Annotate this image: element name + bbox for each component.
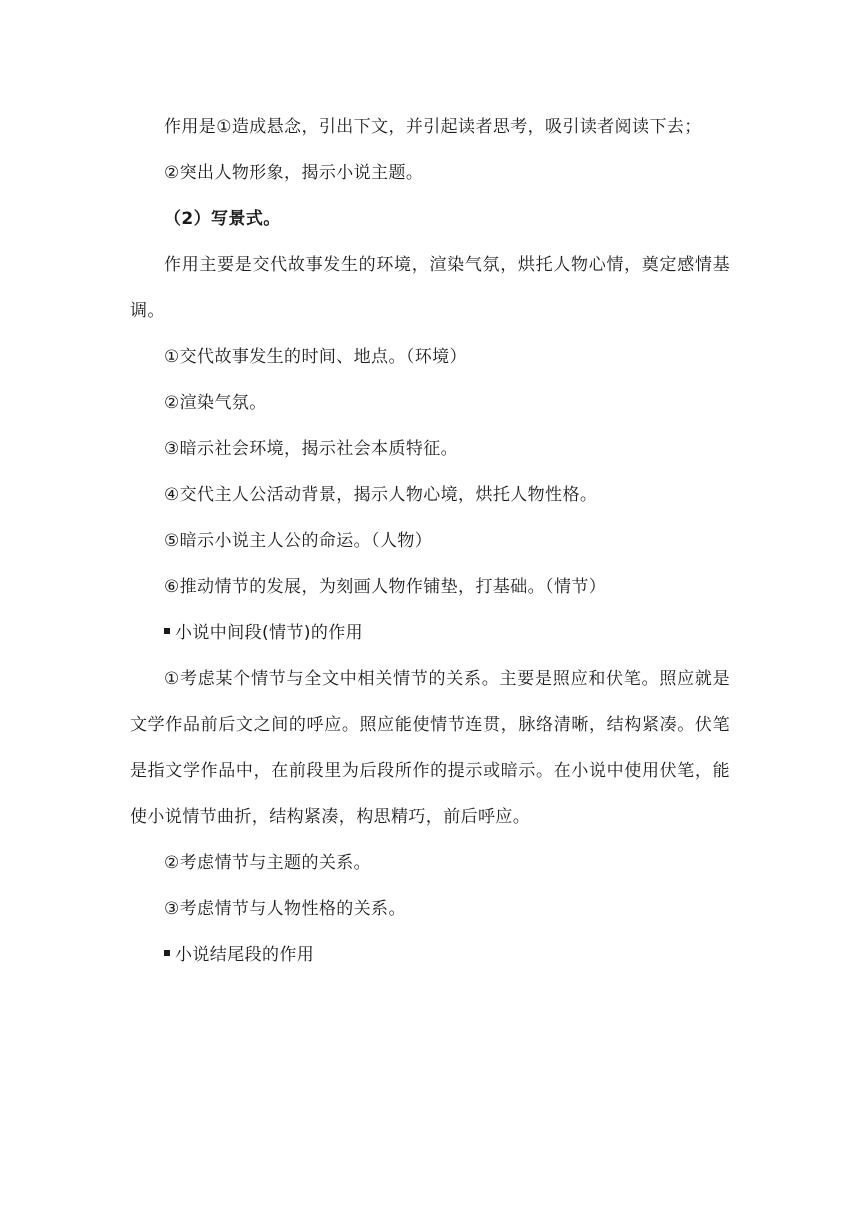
list-item-fate: ⑤暗示小说主人公的命运。（人物）	[164, 531, 433, 551]
bullet-heading-text: 小说结尾段的作用	[175, 945, 315, 965]
bullet-heading-ending-section	[130, 932, 730, 978]
list-item-plot-development: ⑥推动情节的发展，为刻画人物作铺垫，打基础。（情节）	[164, 577, 607, 597]
list-item-background: ④交代主人公活动背景，揭示人物心境，烘托人物性格。	[164, 485, 598, 505]
list-item-atmosphere: ②渲染气氛。	[164, 393, 267, 413]
paragraph-plot-relation: ①考虑某个情节与全文中相关情节的关系。主要是照应和伏笔。照应就是文学作品前后文之间的呼应。照应能使情节连贯，脉络清晰，结构紧凑。伏笔是指文学作品中，在前段里为后段所作的提示或暗示。在小说中使用伏笔，能使小说情节曲折，结构紧凑，构思精巧，前后呼应。	[130, 669, 730, 827]
list-item-time-place: ①交代故事发生的时间、地点。（环境）	[164, 347, 467, 367]
bullet-heading-text: 小说中间段(情节)的作用	[175, 623, 364, 643]
paragraph-character-theme: ②突出人物形象，揭示小说主题。	[164, 163, 424, 183]
bullet-heading-middle-section	[130, 610, 730, 656]
list-item-plot-theme: ②考虑情节与主题的关系。	[164, 853, 372, 873]
list-item-plot-character: ③考虑情节与人物性格的关系。	[164, 899, 406, 919]
list-item-social-environment: ③暗示社会环境，揭示社会本质特征。	[164, 439, 459, 459]
square-bullet-icon	[164, 950, 170, 956]
document-page	[130, 104, 730, 978]
section-heading-scenery: （2）写景式。	[164, 209, 281, 229]
paragraph-suspense-effect: 作用是①造成悬念，引出下文，并引起读者思考，吸引读者阅读下去；	[164, 117, 702, 137]
square-bullet-icon	[164, 628, 170, 634]
paragraph-scenery-effect: 作用主要是交代故事发生的环境，渲染气氛，烘托人物心情，奠定感情基调。	[130, 255, 730, 321]
